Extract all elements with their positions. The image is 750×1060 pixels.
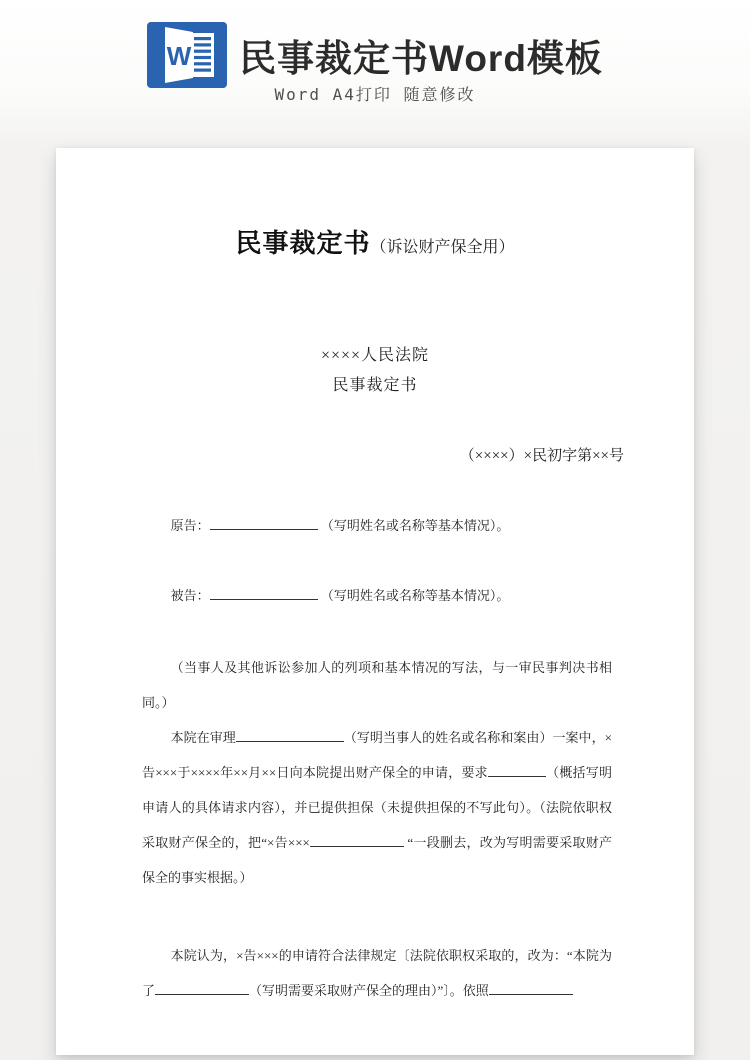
blank-underline xyxy=(489,982,573,995)
party-line: 被告： （写明姓名或名称等基本情况）。 xyxy=(170,588,510,603)
blank-underline xyxy=(155,982,249,995)
document-page xyxy=(56,148,694,1055)
page-title: 民事裁定书Word模板 xyxy=(239,38,603,79)
document-body xyxy=(56,508,694,1008)
blank-underline xyxy=(210,587,318,600)
document-title-paren: （诉讼财产保全用） xyxy=(370,239,515,256)
blank-underline xyxy=(236,729,344,742)
header-row xyxy=(0,22,750,88)
page-subtitle: Word A4打印 随意修改 xyxy=(274,85,476,104)
site-header xyxy=(0,0,750,134)
blank-underline xyxy=(210,517,318,530)
svg-text:W: W xyxy=(166,41,192,71)
doc-type-line: 民事裁定书 xyxy=(332,377,418,394)
body-paragraph: 本院在审理 （写明当事人的姓名或名称和案由）一案中，×告×××于××××年××月××日向本院提出财产保全的申请，要求 （概括写明申请人的具体请求内容），并已提供担保（未提供担保的不写此句）。（法院依职权采取财产保全的，把“×告××× “一段删去，改为写明需要采取财产保全的事实根据。） xyxy=(142,730,612,885)
body-paragraph: （当事人及其他诉讼参加人的列项和基本情况的写法，与一审民事判决书相同。） xyxy=(142,660,612,710)
blank-underline xyxy=(310,834,404,847)
case-number: （××××）×民初字第××号 xyxy=(459,448,624,464)
document-title xyxy=(56,223,694,268)
court-name-line: ××××人民法院 xyxy=(320,347,430,364)
document-heading-block xyxy=(56,341,694,401)
document-title-main: 民事裁定书 xyxy=(235,228,371,258)
blank-underline xyxy=(488,764,546,777)
word-logo-icon xyxy=(147,22,227,88)
body-paragraph: 本院认为，×告×××的申请符合法律规定〔法院依职权采取的，改为：“本院为了 （写明需要采取财产保全的理由）”〕。依照 xyxy=(142,948,612,998)
party-line: 原告： （写明姓名或名称等基本情况）。 xyxy=(170,518,510,533)
